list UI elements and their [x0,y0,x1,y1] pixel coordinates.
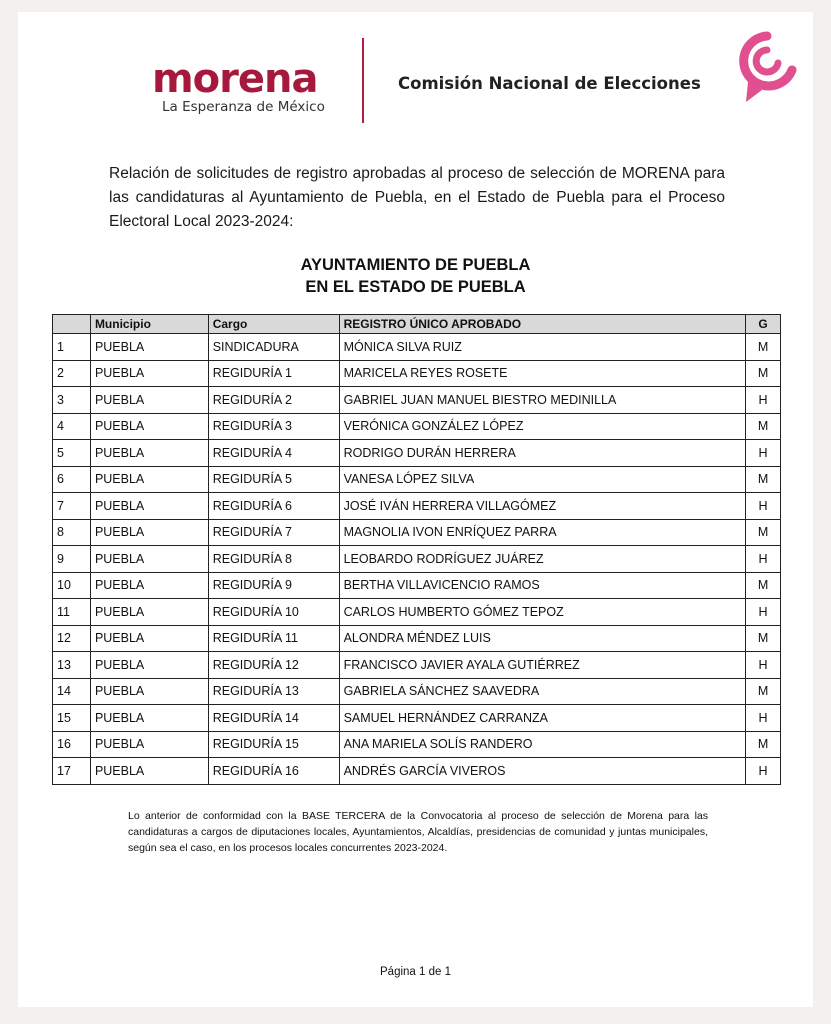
row-number: 16 [53,731,91,758]
table-row [53,493,781,520]
gender-cell: M [746,466,781,493]
gender-cell: M [746,360,781,387]
header-registro: REGISTRO ÚNICO APROBADO [339,315,745,334]
municipio-cell: PUEBLA [90,546,208,573]
registro-cell: CARLOS HUMBERTO GÓMEZ TEPOZ [339,599,745,626]
header-cargo: Cargo [208,315,339,334]
gender-cell: M [746,413,781,440]
table-row [53,599,781,626]
registro-cell: VERÓNICA GONZÁLEZ LÓPEZ [339,413,745,440]
municipio-cell: PUEBLA [90,334,208,361]
municipio-cell: PUEBLA [90,466,208,493]
registro-cell: MARICELA REYES ROSETE [339,360,745,387]
gender-cell: M [746,572,781,599]
municipio-cell: PUEBLA [90,387,208,414]
municipio-cell: PUEBLA [90,440,208,467]
commission-name: Comisión Nacional de Elecciones [398,74,701,93]
registro-cell: RODRIGO DURÁN HERRERA [339,440,745,467]
gender-cell: H [746,758,781,785]
row-number: 13 [53,652,91,679]
cargo-cell: REGIDURÍA 11 [208,625,339,652]
registro-cell: MAGNOLIA IVON ENRÍQUEZ PARRA [339,519,745,546]
cargo-cell: REGIDURÍA 10 [208,599,339,626]
table-row [53,572,781,599]
registro-cell: SAMUEL HERNÁNDEZ CARRANZA [339,705,745,732]
table-row [53,705,781,732]
municipio-cell: PUEBLA [90,652,208,679]
gender-cell: M [746,731,781,758]
row-number: 7 [53,493,91,520]
municipio-cell: PUEBLA [90,519,208,546]
row-number: 14 [53,678,91,705]
header-municipio: Municipio [90,315,208,334]
gender-cell: M [746,625,781,652]
cargo-cell: REGIDURÍA 16 [208,758,339,785]
intro-paragraph: Relación de solicitudes de registro aprobadas al proceso de selección de MORENA para las candidaturas al Ayuntamiento de Puebla, en el Estado de Puebla para el Proceso Electoral Local 2023-2024: [109,165,725,230]
registro-cell: GABRIEL JUAN MANUEL BIESTRO MEDINILLA [339,387,745,414]
cargo-cell: REGIDURÍA 5 [208,466,339,493]
row-number: 2 [53,360,91,387]
cargo-cell: REGIDURÍA 6 [208,493,339,520]
registro-cell: FRANCISCO JAVIER AYALA GUTIÉRREZ [339,652,745,679]
table-row [53,519,781,546]
cargo-cell: REGIDURÍA 13 [208,678,339,705]
table-row [53,360,781,387]
registro-cell: ALONDRA MÉNDEZ LUIS [339,625,745,652]
gender-cell: M [746,334,781,361]
municipio-cell: PUEBLA [90,413,208,440]
table-row [53,413,781,440]
row-number: 4 [53,413,91,440]
header-number [53,315,91,334]
row-number: 5 [53,440,91,467]
header-gender: G [746,315,781,334]
row-number: 6 [53,466,91,493]
footnote: Lo anterior de conformidad con la BASE TERCERA de la Convocatoria al proceso de selección de Morena para las candidaturas a cargos de diputaciones locales, Ayuntamientos, Alcaldías, presidencias de comunidad y juntas municipales, según sea el caso, en los procesos locales concurrentes 2023-2024. [128,810,708,854]
row-number: 3 [53,387,91,414]
registration-table [52,314,781,785]
municipio-cell: PUEBLA [90,705,208,732]
cargo-cell: REGIDURÍA 3 [208,413,339,440]
registro-cell: LEOBARDO RODRÍGUEZ JUÁREZ [339,546,745,573]
table-row [53,387,781,414]
gender-cell: H [746,599,781,626]
morena-logo [152,57,352,115]
cargo-cell: SINDICADURA [208,334,339,361]
municipio-cell: PUEBLA [90,731,208,758]
cargo-cell: REGIDURÍA 1 [208,360,339,387]
cargo-cell: REGIDURÍA 8 [208,546,339,573]
gender-cell: H [746,387,781,414]
row-number: 1 [53,334,91,361]
row-number: 15 [53,705,91,732]
cargo-cell: REGIDURÍA 2 [208,387,339,414]
registro-cell: GABRIELA SÁNCHEZ SAAVEDRA [339,678,745,705]
document-page [18,12,813,1007]
table-row [53,440,781,467]
municipio-cell: PUEBLA [90,625,208,652]
row-number: 11 [53,599,91,626]
registro-cell: BERTHA VILLAVICENCIO RAMOS [339,572,745,599]
brand-tagline: La Esperanza de México [162,99,325,115]
table-row [53,625,781,652]
table-header-row [53,315,781,334]
row-number: 17 [53,758,91,785]
table-row [53,546,781,573]
table-row [53,758,781,785]
row-number: 8 [53,519,91,546]
gender-cell: M [746,678,781,705]
header-divider [362,38,364,123]
cne-c-speech-bubble-icon [736,30,798,106]
gender-cell: H [746,440,781,467]
brand-wordmark: morena [152,56,318,102]
title-line-1: AYUNTAMIENTO DE PUEBLA [300,256,531,274]
gender-cell: H [746,652,781,679]
row-number: 12 [53,625,91,652]
row-number: 10 [53,572,91,599]
municipio-cell: PUEBLA [90,758,208,785]
page-number: Página 1 de 1 [380,966,451,978]
cargo-cell: REGIDURÍA 9 [208,572,339,599]
gender-cell: H [746,546,781,573]
gender-cell: H [746,705,781,732]
table-body [53,334,781,785]
cargo-cell: REGIDURÍA 12 [208,652,339,679]
cargo-cell: REGIDURÍA 7 [208,519,339,546]
municipio-cell: PUEBLA [90,599,208,626]
municipio-cell: PUEBLA [90,360,208,387]
municipio-cell: PUEBLA [90,678,208,705]
document-title [18,254,813,298]
table-row [53,652,781,679]
municipio-cell: PUEBLA [90,572,208,599]
cargo-cell: REGIDURÍA 14 [208,705,339,732]
registro-cell: MÓNICA SILVA RUIZ [339,334,745,361]
gender-cell: M [746,519,781,546]
cargo-cell: REGIDURÍA 4 [208,440,339,467]
gender-cell: H [746,493,781,520]
municipio-cell: PUEBLA [90,493,208,520]
cargo-cell: REGIDURÍA 15 [208,731,339,758]
registro-cell: VANESA LÓPEZ SILVA [339,466,745,493]
table-row [53,334,781,361]
table-row [53,731,781,758]
table-row [53,678,781,705]
title-line-2: EN EL ESTADO DE PUEBLA [305,278,526,296]
registro-cell: ANA MARIELA SOLÍS RANDERO [339,731,745,758]
registro-cell: JOSÉ IVÁN HERRERA VILLAGÓMEZ [339,493,745,520]
registro-cell: ANDRÉS GARCÍA VIVEROS [339,758,745,785]
table-row [53,466,781,493]
row-number: 9 [53,546,91,573]
